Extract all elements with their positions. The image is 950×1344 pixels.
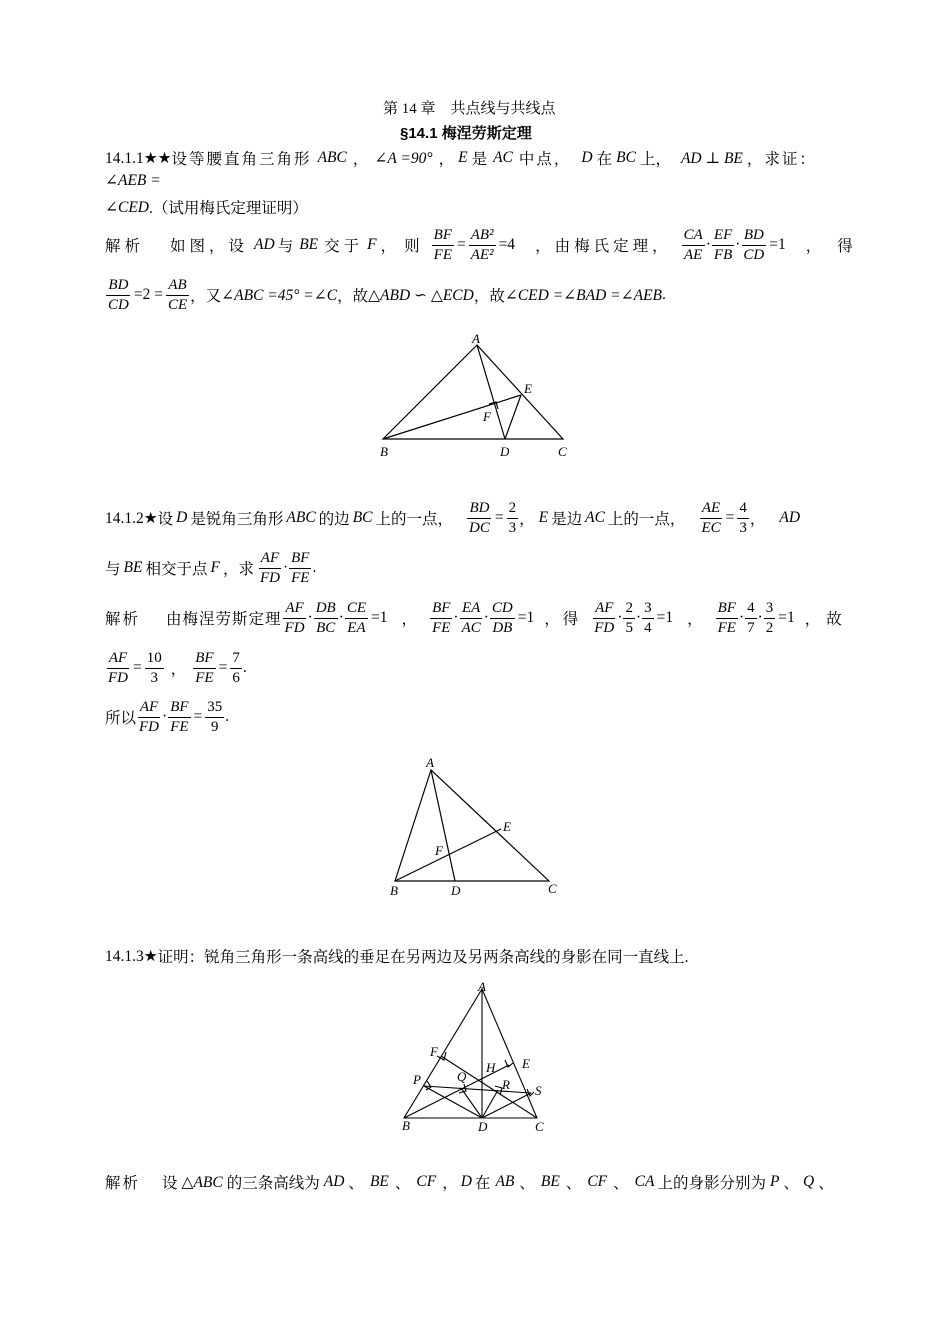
fig2-triangle <box>395 770 549 881</box>
p4-sep4: 、 <box>565 1175 582 1192</box>
p1-eq1: =1 <box>769 236 786 253</box>
p1-sol-meet: 交于 <box>324 238 364 255</box>
p1-eq2: =2 = <box>133 286 163 303</box>
p2-m3: $\frac{CE}{EA}$ <box>346 599 367 636</box>
problem-3-number: 14.1.3★ <box>105 947 158 965</box>
p1-comma2: ， <box>438 151 455 168</box>
p2-comma2: ， <box>749 511 766 528</box>
p1-on: 在 <box>596 151 613 168</box>
p2-a5: 是边 <box>551 511 583 528</box>
problem-1-statement <box>105 147 817 169</box>
p1-ced: ∠CED <box>105 198 149 216</box>
fig3-label-h: H <box>486 1060 496 1075</box>
p1-frac-bf-fe: $\frac{BF}{FE}$ <box>433 226 452 263</box>
p2-m2: $\frac{DB}{BC}$ <box>315 599 336 636</box>
fig2-label-d: D <box>451 883 461 898</box>
p1-get: ，得 <box>805 238 869 255</box>
p2-r-eq: =1 <box>656 609 674 626</box>
p2-f: F <box>210 559 220 576</box>
p2-s-eq: =1 <box>778 609 795 626</box>
p2-d: D <box>176 509 188 526</box>
fig1-triangle <box>383 345 563 439</box>
p2-ac: AC <box>585 509 605 526</box>
p2-sep3: ， <box>170 661 187 678</box>
fig2-label-f: F <box>435 843 443 858</box>
p2-e: E <box>538 509 549 526</box>
problem-1-number: 14.1.1★★ <box>105 149 172 167</box>
p2-frac-af-fd: $\frac{AF}{FD}$ <box>259 549 280 586</box>
fig2-line-be <box>395 829 501 881</box>
p2-b1: 与 <box>105 561 121 578</box>
fig1-right-angle-mark <box>489 402 498 409</box>
p4-ad: AD <box>323 1173 345 1190</box>
fig3-line-pqrs <box>424 1086 531 1093</box>
p1-abc45: ∠ABC =45° =∠C <box>221 286 338 304</box>
p2-frac-2-3: $\frac{2}{3}$ <box>508 499 517 536</box>
p1-ac: AC <box>493 149 513 166</box>
problem-3-text: 证明：锐角三角形一条高线的垂足在另两边及另两条高线的身影在同一直线上. <box>157 949 689 966</box>
p4-tri: △ABC <box>181 1173 223 1191</box>
p1-text: 设等腰直角三角形 <box>171 151 312 168</box>
fig1-line-de <box>505 395 521 439</box>
p2-r1: $\frac{AF}{FD}$ <box>594 599 615 636</box>
fig3-label-c: C <box>535 1119 544 1134</box>
p2-solution-line1: 解析 由梅涅劳斯定理 $\frac{AF}{FD}$ · $\frac{DB}{BC}$ · $\frac{CE}{EA}$ =1 ， $\frac{BF}{FE}$ · $\frac{EA}{AC}$ · $\frac{CD}{DB}$ =1 ，得 $\frac{AF}{FD}$ · $\frac{2}{5}$ · $\frac{3}{4}$ =1 ， $\frac{BF}{FE}$ · $\frac{4}{7}$ · $\frac{3}{2}$ =1 ，故 <box>105 599 848 636</box>
p2-t1-eq: = <box>133 659 142 676</box>
p2-sol-a: 由梅涅劳斯定理 <box>166 611 282 628</box>
figure-2 <box>388 755 568 898</box>
fig2-label-e: E <box>503 819 511 834</box>
p2-eq-a: = <box>494 509 504 526</box>
p1-so1: ，故 <box>337 288 369 305</box>
p1-frac-ef-fb: $\frac{EF}{FB}$ <box>713 226 733 263</box>
p2-b3: ，求 <box>222 561 254 578</box>
p1-also: ，又 <box>190 288 222 305</box>
fig2-label-c: C <box>548 881 557 896</box>
p4-cf: CF <box>416 1173 437 1190</box>
p1-d: D <box>581 149 593 166</box>
fig1-line-be <box>383 395 521 439</box>
p4-sep5: 、 <box>613 1175 629 1192</box>
p4-be: BE <box>369 1173 389 1190</box>
p1-eq4: =4 <box>498 236 516 253</box>
p4-b: 的三条高线为 <box>226 1175 320 1192</box>
p2-sol-label: 解析 <box>105 611 141 628</box>
chapter-title: 第 14 章 共点线与共线点 <box>383 101 556 117</box>
fig3-label-e: E <box>522 1056 530 1071</box>
p1-on2: 上， <box>639 151 671 168</box>
fig2-line-ad <box>431 770 455 881</box>
p1-hint: .（试用梅氏定理证明） <box>149 200 308 217</box>
problem-3-statement <box>105 945 689 967</box>
fig3-label-f: F <box>430 1044 438 1059</box>
p4-sep3: 、 <box>519 1175 535 1192</box>
p1-final: ∠CED =∠BAD =∠AEB <box>504 286 663 304</box>
fig3-label-d: D <box>478 1119 488 1134</box>
p1-line3 <box>105 196 308 218</box>
p2-dot3: . <box>225 708 230 725</box>
p4-f: 上的身影分别为 <box>657 1175 766 1192</box>
p2-frac-4-3: $\frac{4}{3}$ <box>739 499 747 536</box>
p2-t2: $\frac{BF}{FE}$ <box>195 649 214 686</box>
p2-get: ，得 <box>544 611 582 628</box>
p2-dot2: . <box>242 659 247 676</box>
fig1-label-e: E <box>524 381 532 396</box>
fig1-label-d: D <box>500 444 510 459</box>
p1-mid: 中点， <box>518 151 572 168</box>
problem-2-number: 14.1.2★ <box>105 509 158 527</box>
p1-frac-bd-cd-2: $\frac{BD}{CD}$ <box>108 276 129 313</box>
fig3-dq <box>461 1088 482 1118</box>
p2-s1: $\frac{BF}{FE}$ <box>717 599 736 636</box>
fig3-triangle <box>404 989 537 1118</box>
p2-t2-eq: = <box>218 659 228 676</box>
p1-is: 是 <box>471 151 488 168</box>
p2-a2: 是锐角三角形 <box>190 511 284 528</box>
p4-sep1: 、 <box>348 1175 364 1192</box>
p2-a3: 的边 <box>318 511 350 528</box>
p1-comma: ， <box>352 151 369 168</box>
p1-sol-be: BE <box>299 236 319 253</box>
fig2-label-b: B <box>390 883 398 898</box>
p1-aeb: ∠AEB = <box>105 172 161 189</box>
p2-eq-b: = <box>725 509 735 526</box>
p2-n2: $\frac{EA}{AC}$ <box>461 599 481 636</box>
p1-sol-f: F <box>367 236 377 253</box>
p4-sep7: 、 <box>818 1175 834 1192</box>
p2-n1: $\frac{BF}{FE}$ <box>432 599 451 636</box>
p4-ca: CA <box>634 1173 655 1190</box>
p4-d: D <box>460 1173 472 1190</box>
p2-line2: 与 BE 相交于点 F ，求 $\frac{AF}{FD}$ · $\frac{BF}{FE}$ . <box>105 549 317 586</box>
p2-abc: ABC <box>286 509 316 526</box>
p2-a4: 上的一点， <box>375 511 454 528</box>
p2-comma1: ， <box>519 511 535 528</box>
p1-frac-ab2-ae2: $\frac{\text{AB²}}{\text{AE²}}$ <box>470 226 494 263</box>
figure-1 <box>375 331 575 465</box>
p4-p: P <box>770 1173 780 1190</box>
p2-be: BE <box>123 559 143 576</box>
p4-e: 在 <box>474 1175 491 1192</box>
p2-sep1: ， <box>401 611 418 628</box>
fig3-label-a: A <box>478 979 486 994</box>
p2-dot: . <box>312 559 317 576</box>
p4-sep2: 、 <box>394 1175 411 1192</box>
p2-m-eq: =1 <box>371 609 388 626</box>
p2-thus: 所以 <box>105 710 137 727</box>
p2-t1v: $\frac{10}{3}$ <box>146 649 162 686</box>
figure-3 <box>398 980 568 1135</box>
fig1-label-a: A <box>472 331 480 346</box>
p3-solution-line1 <box>105 1171 834 1193</box>
p1-so2: ，故 <box>473 288 505 305</box>
fig1-label-b: B <box>380 444 388 459</box>
p2-b2: 相交于点 <box>145 561 208 578</box>
p2-u2: $\frac{BF}{FE}$ <box>170 698 189 735</box>
p2-n-eq: =1 <box>517 609 535 626</box>
fig3-label-p: P <box>413 1072 421 1087</box>
p1-sol-ad: AD <box>254 236 275 253</box>
p1-sim: △ABD ∽ △ECD <box>368 286 474 304</box>
p4-label: 解析 <box>105 1175 141 1192</box>
p4-ab: AB <box>495 1173 515 1190</box>
p2-s2: $\frac{4}{7}$ <box>747 599 755 636</box>
p2-n3: $\frac{CD}{DB}$ <box>491 599 513 636</box>
p1-angle-a: ∠A =90° <box>374 149 433 167</box>
p1-sol-then: ，则 <box>380 238 428 255</box>
p2-t1: $\frac{AF}{FD}$ <box>108 649 128 686</box>
fig3-label-q: Q <box>457 1069 467 1084</box>
p2-u-eq: = <box>193 708 203 725</box>
p1-frac-ca-ae: $\frac{CA}{AE}$ <box>683 226 703 263</box>
p2-solution-line2 <box>105 645 247 691</box>
fig2-label-a: A <box>426 755 434 770</box>
fig3-label-b: B <box>402 1118 410 1133</box>
p2-so: ，故 <box>804 611 848 628</box>
p1-dot: . <box>662 286 666 303</box>
fig3-dp <box>424 1086 482 1118</box>
fig1-line-ad <box>477 345 505 439</box>
p1-sol-men: ，由梅氏定理， <box>535 238 672 255</box>
p1-solution-line2 <box>105 272 666 318</box>
p1-perp: AD ⊥ BE <box>680 149 743 167</box>
p1-solution-line1: 解析 如图，设 AD 与 BE 交于 F ，则 $\frac{BF}{FE}$ = $\frac{\text{AB²}}{\text{AE²}}$ =4 ，由梅氏定理， $\frac{CA}{AE}$ · $\frac{EF}{FB}$ · $\frac{BD}{CD}$ =1 ，得 <box>105 226 869 263</box>
p2-bc: BC <box>352 509 373 526</box>
p2-uv: $\frac{35}{9}$ <box>207 698 223 735</box>
fig3-label-s: S <box>535 1083 542 1098</box>
p2-r3: $\frac{3}{4}$ <box>644 599 652 636</box>
fig1-label-f: F <box>483 409 491 424</box>
p1-prove: ，求证： <box>746 151 817 168</box>
p1-sol-with: 与 <box>277 238 294 255</box>
p2-solution-line3: 所以 $\frac{AF}{FD}$ · $\frac{BF}{FE}$ = $\frac{35}{9}$ . <box>105 698 230 735</box>
p4-cf2: CF <box>587 1173 608 1190</box>
p2-ad: AD <box>779 509 801 526</box>
fig3-mark-p <box>426 1081 431 1090</box>
p1-sol-a: 如图，设 <box>170 238 249 255</box>
p4-q: Q <box>802 1173 815 1190</box>
p4-a: 设 <box>162 1175 178 1192</box>
p2-frac-bd-dc: $\frac{BD}{DC}$ <box>469 499 490 536</box>
problem-2-statement <box>105 495 800 541</box>
p1-bc: BC <box>616 149 636 166</box>
p1-e: E <box>458 149 468 166</box>
p2-frac-ae-ec: $\frac{AE}{EC}$ <box>701 499 721 536</box>
fig1-label-c: C <box>558 444 567 459</box>
p2-a6: 上的一点， <box>607 511 686 528</box>
p2-sep2: ， <box>687 611 703 628</box>
p1-frac-bd-cd: $\frac{BD}{CD}$ <box>743 226 765 263</box>
p1-sol-label: 解析 <box>105 238 145 255</box>
p2-s3: $\frac{3}{2}$ <box>765 599 774 636</box>
p2-t2v: $\frac{7}{6}$ <box>232 649 240 686</box>
p1-frac-ab-ce: $\frac{AB}{CE}$ <box>167 276 188 313</box>
fig3-label-r: R <box>502 1077 510 1092</box>
p2-a1: 设 <box>157 511 174 528</box>
section-title: §14.1 梅涅劳斯定理 <box>400 125 532 142</box>
p2-u1: $\frac{AF}{FD}$ <box>139 698 160 735</box>
p4-be2: BE <box>540 1173 560 1190</box>
p2-frac-bf-fe: $\frac{BF}{FE}$ <box>291 549 310 586</box>
p2-m1: $\frac{AF}{FD}$ <box>284 599 305 636</box>
p2-r2: $\frac{2}{5}$ <box>625 599 633 636</box>
p4-c: ， <box>442 1175 458 1192</box>
p1-abc: ABC <box>317 149 347 166</box>
p4-sep6: 、 <box>783 1175 799 1192</box>
